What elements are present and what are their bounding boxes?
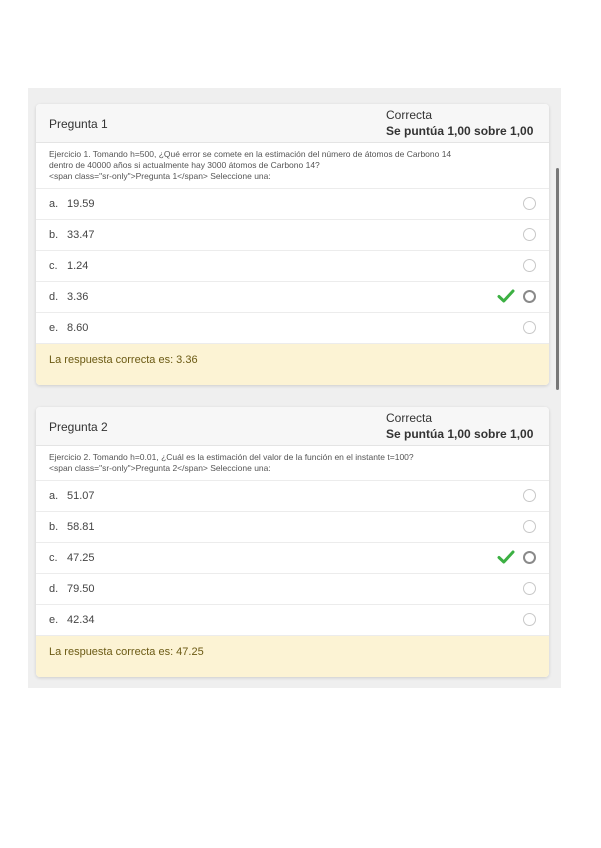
option-value: 1.24	[67, 260, 89, 272]
option-letter: e.	[49, 322, 59, 334]
feedback-box	[36, 636, 549, 677]
radio-icon[interactable]	[523, 228, 536, 241]
question-text	[36, 143, 549, 189]
question-grade: Se puntúa 1,00 sobre 1,00	[386, 124, 534, 138]
feedback-box	[36, 344, 549, 385]
answer-option-a[interactable]	[36, 189, 549, 220]
radio-icon[interactable]	[523, 197, 536, 210]
option-letter: b.	[49, 521, 59, 533]
question-card-2	[36, 407, 549, 677]
question-text-line: dentro de 40000 años si actualmente hay 3000 átomos de Carbono 14?	[49, 160, 320, 170]
question-card-1	[36, 104, 549, 385]
option-letter: d.	[49, 291, 59, 303]
correct-answer-text: La respuesta correcta es: 3.36	[49, 354, 198, 366]
correct-answer-text: La respuesta correcta es: 47.25	[49, 646, 204, 658]
question-header	[36, 104, 549, 143]
radio-icon[interactable]	[523, 582, 536, 595]
option-value: 47.25	[67, 552, 95, 564]
option-value: 19.59	[67, 198, 95, 210]
answer-option-b[interactable]	[36, 512, 549, 543]
check-icon	[497, 288, 515, 304]
option-letter: b.	[49, 229, 59, 241]
question-grade: Se puntúa 1,00 sobre 1,00	[386, 427, 534, 441]
radio-icon[interactable]	[523, 520, 536, 533]
option-value: 8.60	[67, 322, 89, 334]
option-letter: e.	[49, 614, 59, 626]
option-value: 51.07	[67, 490, 95, 502]
radio-icon[interactable]	[523, 613, 536, 626]
answer-option-a[interactable]	[36, 481, 549, 512]
question-title: Pregunta 2	[49, 420, 108, 434]
question-text-line: Ejercicio 2. Tomando h=0.01, ¿Cuál es la estimación del valor de la función en el instante t=100?	[49, 452, 414, 462]
option-letter: c.	[49, 260, 58, 272]
option-value: 58.81	[67, 521, 95, 533]
answer-option-e[interactable]	[36, 605, 549, 636]
option-letter: d.	[49, 583, 59, 595]
radio-icon[interactable]	[523, 489, 536, 502]
question-text-line: <span class="sr-only">Pregunta 2</span> Seleccione una:	[49, 463, 271, 473]
question-state: Correcta	[386, 411, 433, 425]
option-value: 33.47	[67, 229, 95, 241]
question-text-line: Ejercicio 1. Tomando h=500, ¿Qué error se comete en la estimación del número de átomos de Carbono 14	[49, 149, 452, 159]
option-value: 3.36	[67, 291, 89, 303]
question-header	[36, 407, 549, 446]
option-value: 79.50	[67, 583, 95, 595]
radio-icon[interactable]	[523, 551, 536, 564]
question-text-line: <span class="sr-only">Pregunta 1</span> Seleccione una:	[49, 171, 271, 181]
check-icon	[497, 549, 515, 565]
answer-option-e[interactable]	[36, 313, 549, 344]
question-state: Correcta	[386, 108, 433, 122]
answer-option-d[interactable]	[36, 574, 549, 605]
answer-option-c[interactable]	[36, 251, 549, 282]
question-title: Pregunta 1	[49, 117, 108, 131]
option-letter: c.	[49, 552, 58, 564]
option-letter: a.	[49, 198, 59, 210]
radio-icon[interactable]	[523, 321, 536, 334]
option-value: 42.34	[67, 614, 95, 626]
answer-option-d[interactable]	[36, 282, 549, 313]
option-letter: a.	[49, 490, 59, 502]
radio-icon[interactable]	[523, 259, 536, 272]
scrollbar[interactable]	[556, 168, 559, 390]
question-text	[36, 446, 549, 481]
answer-option-b[interactable]	[36, 220, 549, 251]
answer-option-c[interactable]	[36, 543, 549, 574]
radio-icon[interactable]	[523, 290, 536, 303]
